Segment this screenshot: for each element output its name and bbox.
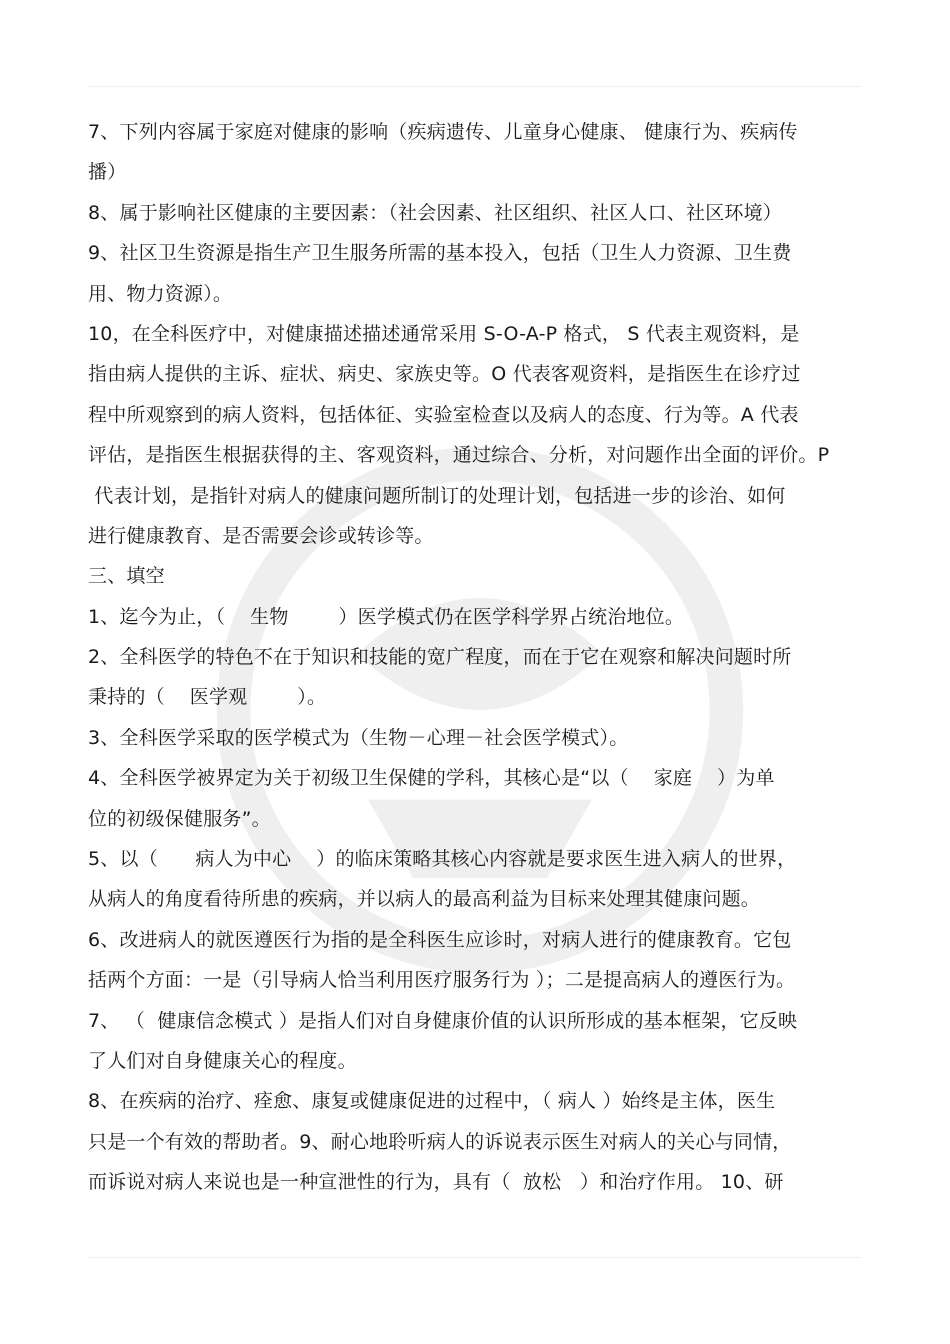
text-line: 7、下列内容属于家庭对健康的影响（疾病遗传、儿童身心健康、 健康行为、疾病传 <box>88 121 798 143</box>
text-line: 3、全科医学采取的医学模式为（生物－心理－社会医学模式）。 <box>88 726 629 749</box>
text-line: 了人们对自身健康关心的程度。 <box>88 1049 357 1072</box>
text-line: 秉持的（ 医学观 ）。 <box>88 686 327 709</box>
text-line: 而诉说对病人来说也是一种宣泄性的行为，具有（ 放松 ）和治疗作用。 10、研 <box>88 1171 784 1194</box>
footer-rule <box>88 1257 862 1258</box>
text-line: 只是一个有效的帮助者。9、耐心地聆听病人的诉说表示医生对病人的关心与同情， <box>88 1130 792 1153</box>
text-line: 代表计划，是指针对病人的健康问题所制订的处理计划，包括进一步的诊治、如何 <box>88 484 786 507</box>
text-line: 播） <box>88 161 127 184</box>
text-line: 8、在疾病的治疗、痊愈、康复或健康促进的过程中，（ 病人 ）始终是主体，医生 <box>88 1090 776 1113</box>
text-line: 9、社区卫生资源是指生产卫生服务所需的基本投入，包括（卫生人力资源、卫生费 <box>88 242 792 265</box>
text-line: 括两个方面：一是（引导病人恰当利用医疗服务行为 ）；二是提高病人的遵医行为。 <box>88 969 796 992</box>
text-line: 用、物力资源）。 <box>88 282 233 305</box>
text-line: 8、属于影响社区健康的主要因素：（社会因素、社区组织、社区人口、社区环境） <box>88 201 782 224</box>
text-line: 6、改进病人的就医遵医行为指的是全科医生应诊时，对病人进行的健康教育。它包 <box>88 928 792 951</box>
text-line: 位的初级保健服务”。 <box>88 807 271 830</box>
text-line: 4、全科医学被界定为关于初级卫生保健的学科，其核心是“以（ 家庭 ）为单 <box>88 767 775 790</box>
text-line: 2、全科医学的特色不在于知识和技能的宽广程度，而在于它在观察和解决问题时所 <box>88 646 792 669</box>
text-line: 指由病人提供的主诉、症状、病史、家族史等。O 代表客观资料，是指医生在诊疗过 <box>88 363 801 386</box>
header-rule <box>88 86 862 87</box>
text-line: 从病人的角度看待所患的疾病，并以病人的最高利益为目标来处理其健康问题。 <box>88 888 761 911</box>
text-line: 5、以（ 病人为中心 ）的临床策略其核心内容就是要求医生进入病人的世界， <box>88 848 797 871</box>
document-body <box>88 112 878 1203</box>
text-line: 评估，是指医生根据获得的主、客观资料，通过综合、分析，对问题作出全面的评价。P <box>88 444 830 467</box>
text-line: 进行健康教育、是否需要会诊或转诊等。 <box>88 524 434 547</box>
text-line: 程中所观察到的病人资料，包括体征、实验室检查以及病人的态度、行为等。A 代表 <box>88 403 799 426</box>
text-line: 10，在全科医疗中，对健康描述描述通常采用 S-O-A-P 格式， S 代表主观资料，是 <box>88 322 800 345</box>
text-line: 7、 （ 健康信念模式 ）是指人们对自身健康价值的认识所形成的基本框架，它反映 <box>88 1009 798 1032</box>
section-heading: 三、填空 <box>88 565 165 588</box>
text-line: 1、迄今为止，（ 生物 ）医学模式仍在医学科学界占统治地位。 <box>88 605 685 628</box>
